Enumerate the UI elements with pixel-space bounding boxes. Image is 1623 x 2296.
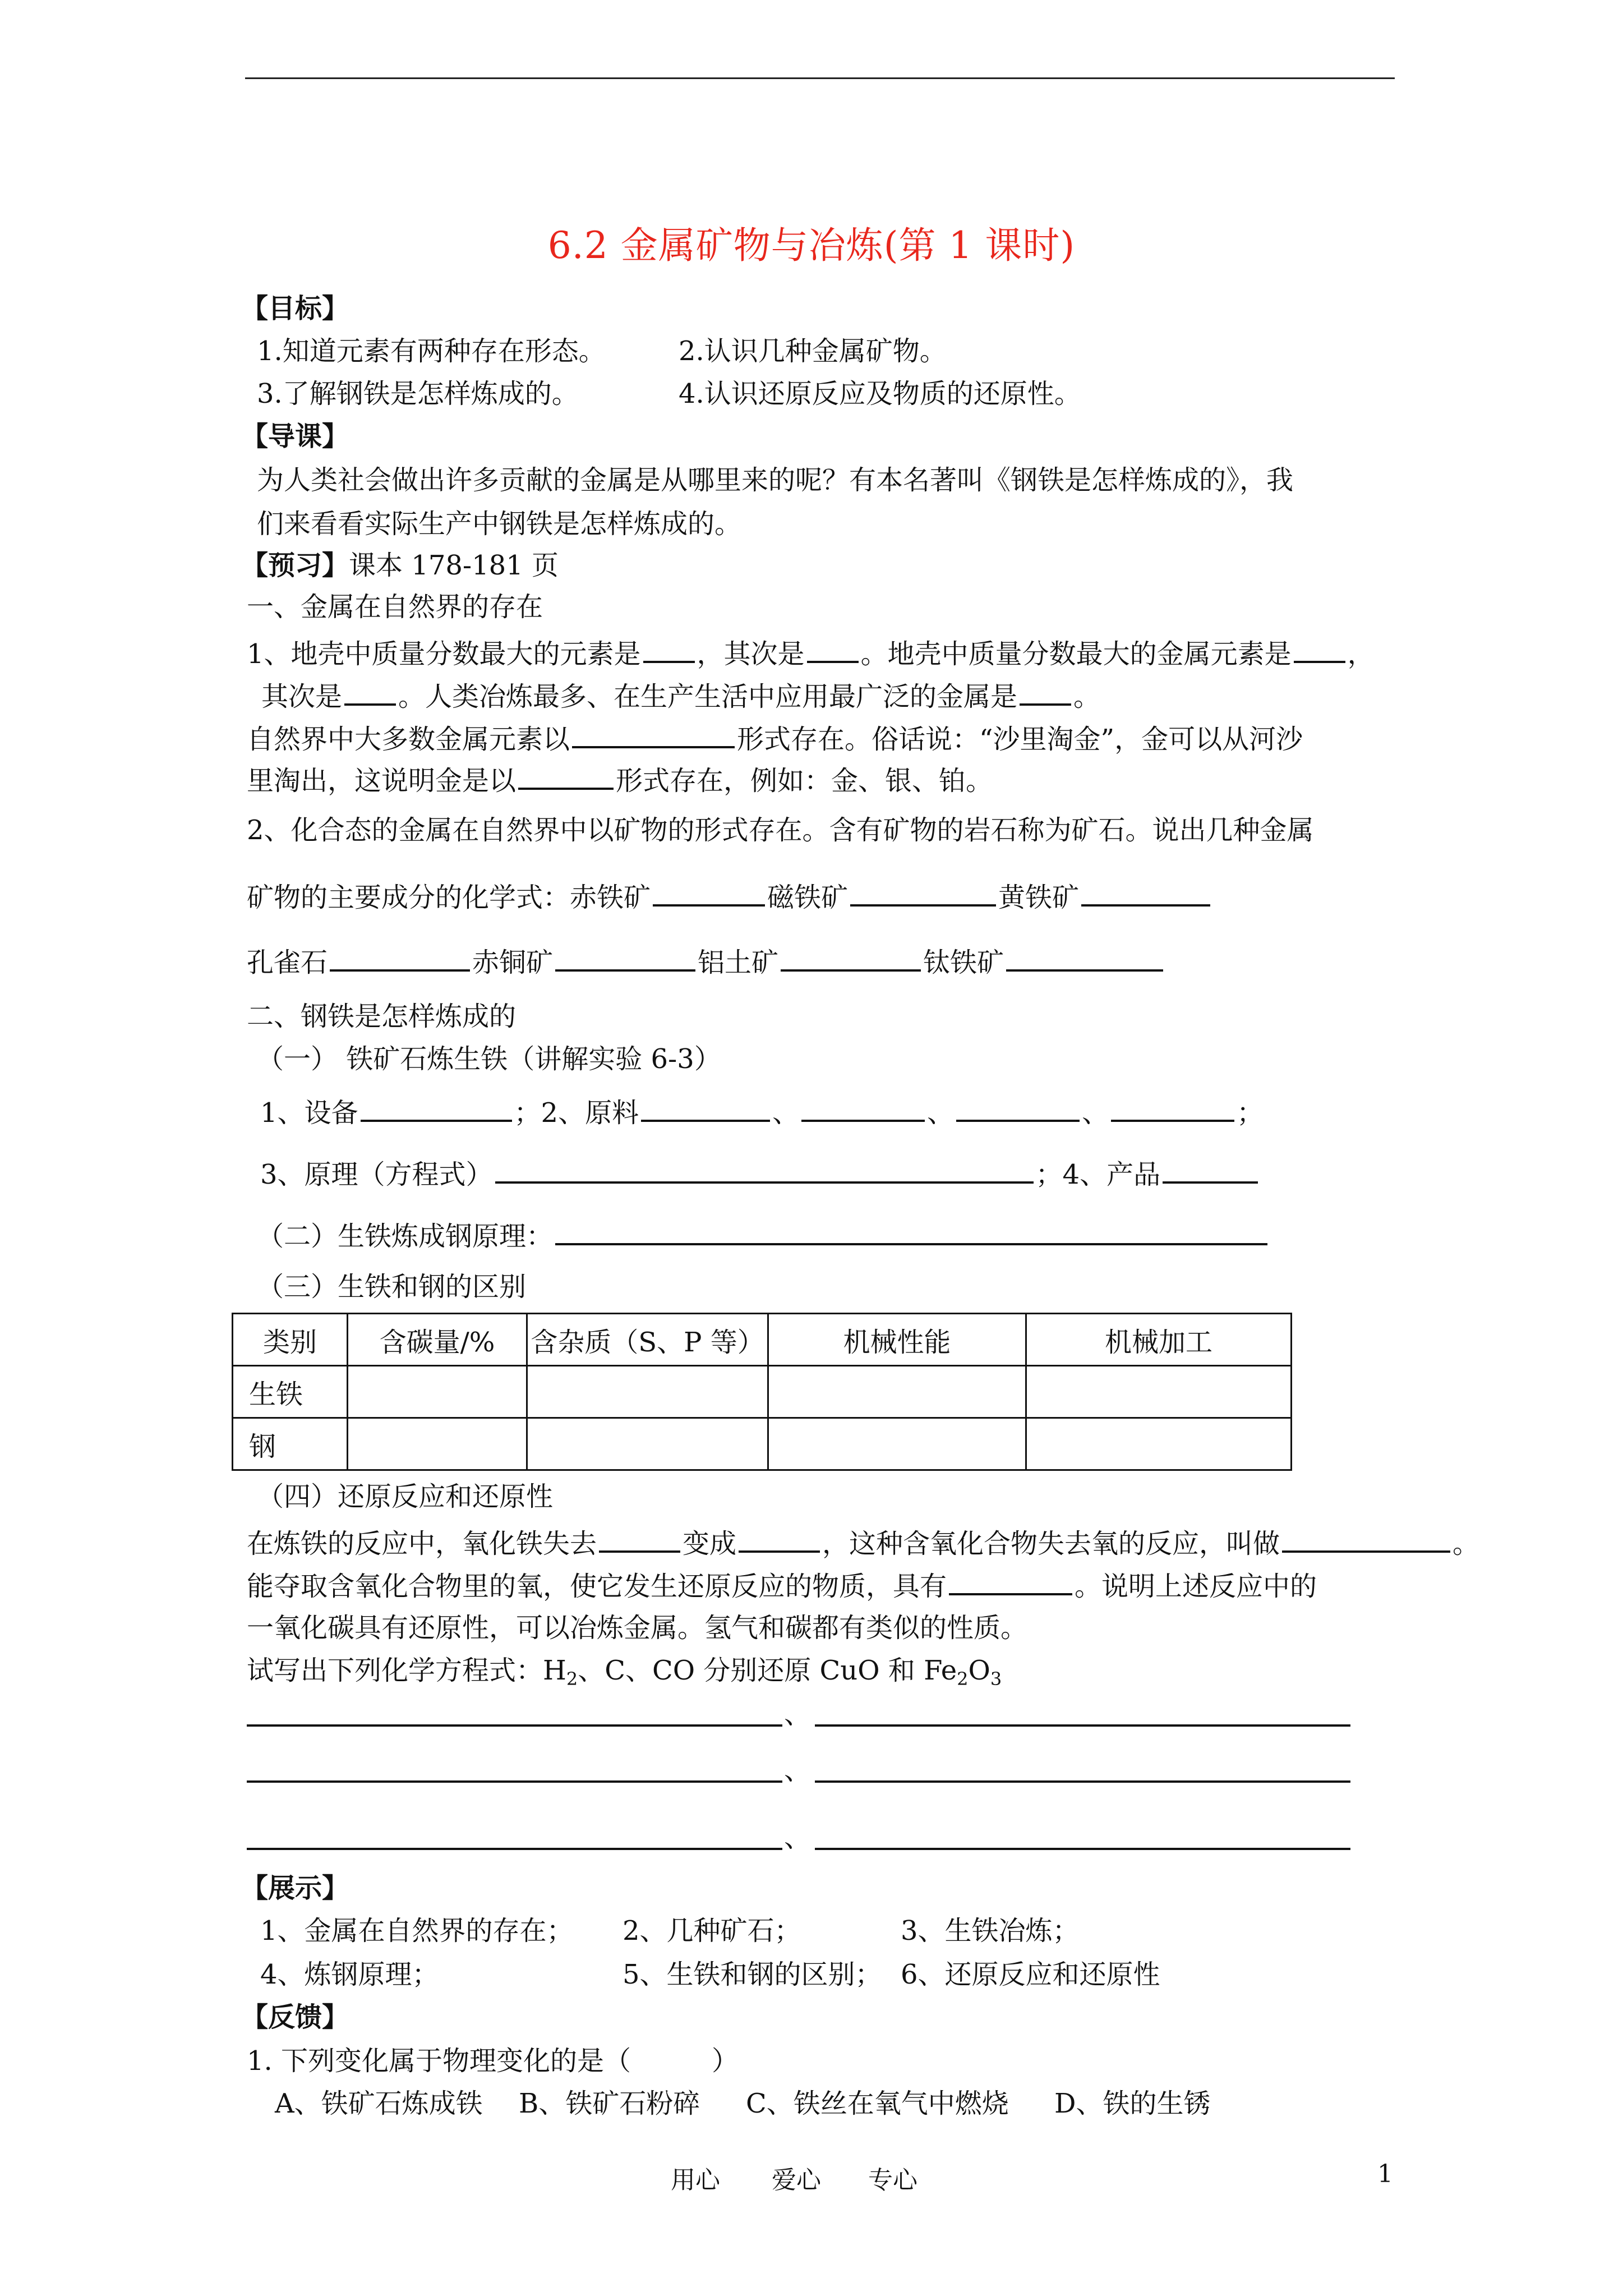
- goal-item-1: 1.知道元素有两种存在形态。: [257, 335, 606, 367]
- blank-pyrite[interactable]: [1081, 877, 1210, 907]
- blank-product[interactable]: [1163, 1154, 1258, 1184]
- table-cell[interactable]: [1026, 1366, 1292, 1418]
- table-row: [233, 1366, 1292, 1418]
- blank-element-form[interactable]: [518, 761, 614, 790]
- show-item-5: 5、生铁和钢的区别；: [623, 1959, 882, 1990]
- q1b-line-2: 里淘出，这说明金是以 形式存在，例如：金、银、铂。: [247, 761, 993, 799]
- table-row: [233, 1418, 1292, 1470]
- q1-line-1: 1、地壳中质量分数最大的元素是 ，其次是 。地壳中质量分数最大的金属元素是 ，: [247, 634, 1375, 672]
- redox-title: （四）还原反应和还原性: [257, 1481, 554, 1512]
- blank-ilmenite[interactable]: [1006, 942, 1163, 972]
- feedback-heading: 【反馈】: [241, 2001, 349, 2033]
- footer-motto-2: 爱心: [772, 2166, 821, 2194]
- q2-line-2: 矿物的主要成分的化学式：赤铁矿 磁铁矿 黄铁矿: [247, 877, 1212, 915]
- blank-compound-form[interactable]: [572, 719, 735, 748]
- steel-line: （二）生铁炼成钢原理：: [257, 1216, 1270, 1254]
- blank-most-metal[interactable]: [1294, 634, 1345, 663]
- table-cell[interactable]: [527, 1418, 768, 1470]
- table-cell[interactable]: [1026, 1418, 1292, 1470]
- preview-pages: 课本 178-181 页: [349, 550, 559, 581]
- feedback-q1: 1. 下列变化属于物理变化的是（ ）: [247, 2045, 739, 2077]
- show-item-3: 3、生铁冶炼；: [901, 1915, 1080, 1947]
- blank-most-used-metal[interactable]: [1020, 677, 1071, 706]
- table-cell[interactable]: [768, 1366, 1026, 1418]
- option-d[interactable]: D、铁的生锈: [1054, 2088, 1211, 2119]
- blank-bauxite[interactable]: [781, 942, 921, 972]
- equation-line-1b[interactable]: [815, 1724, 1350, 1727]
- equation-sep-1: 、: [784, 1699, 811, 1730]
- blank-material-2[interactable]: [801, 1093, 925, 1122]
- table-header-cell: 含杂质（S、P 等）: [527, 1314, 768, 1366]
- part2-title: 二、钢铁是怎样炼成的: [247, 1001, 517, 1032]
- blank-cuprite[interactable]: [555, 942, 695, 972]
- blank-material-1[interactable]: [641, 1093, 770, 1122]
- preview-heading: 【预习】: [241, 550, 349, 581]
- header-rule: [245, 77, 1395, 79]
- blank-reducibility[interactable]: [949, 1566, 1072, 1595]
- goals-heading: 【目标】: [241, 293, 349, 324]
- table-cell[interactable]: [527, 1366, 768, 1418]
- blank-second-metal[interactable]: [344, 677, 396, 706]
- table-cell[interactable]: [348, 1418, 527, 1470]
- redox-line-4: 试写出下列化学方程式：$H_2$、C、CO 分别还原 CuO 和 $Fe_2O_3$: [247, 1655, 1002, 1690]
- equation-sep-2: 、: [784, 1755, 811, 1786]
- show-heading: 【展示】: [241, 1872, 349, 1904]
- row-label-pig-iron: 生铁: [233, 1366, 348, 1418]
- footer-motto-3: 专心: [868, 2166, 917, 2194]
- q2-line-3: 孔雀石 赤铜矿 铝土矿 钛铁矿: [247, 942, 1165, 981]
- blank-most-element[interactable]: [643, 634, 695, 663]
- table-header-cell: 机械性能: [768, 1314, 1026, 1366]
- intro-line-1: 为人类社会做出许多贡献的金属是从哪里来的呢？有本名著叫《钢铁是怎样炼成的》，我: [257, 464, 1294, 496]
- equation-line-3b[interactable]: [815, 1848, 1350, 1850]
- show-item-1: 1、金属在自然界的存在；: [260, 1915, 574, 1947]
- goal-item-4: 4.认识还原反应及物质的还原性。: [679, 378, 1081, 409]
- blank-equation[interactable]: [495, 1154, 1034, 1184]
- footer-motto-1: 用心: [671, 2166, 720, 2194]
- equation-sep-3: 、: [784, 1822, 811, 1853]
- goal-item-3: 3.了解钢铁是怎样炼成的。: [257, 378, 579, 409]
- q1-line-2: 其次是 。人类冶炼最多、在生产生活中应用最广泛的金属是 。: [261, 677, 1100, 715]
- table-header-cell: 含碳量/%: [348, 1314, 527, 1366]
- table-header-cell: 机械加工: [1026, 1314, 1292, 1366]
- q1b-line-1: 自然界中大多数金属元素以 形式存在。俗话说：“沙里淘金”，金可以从河沙: [247, 719, 1303, 757]
- iron-line-2: 3、原理（方程式） ；4、产品: [260, 1154, 1260, 1193]
- iron-line-1: 1、设备 ；2、原料 、 、 、 ；: [260, 1093, 1264, 1131]
- table-cell[interactable]: [768, 1418, 1026, 1470]
- iron-steel-table: [232, 1313, 1292, 1471]
- redox-line-1: 在炼铁的反应中，氧化铁失去 变成 ，这种含氧化合物失去氧的反应，叫做 。: [247, 1524, 1479, 1562]
- table-header-cell: 类别: [233, 1314, 348, 1366]
- option-c[interactable]: C、铁丝在氧气中燃烧: [746, 2088, 1009, 2119]
- blank-second-element[interactable]: [807, 634, 859, 663]
- equation-line-2a[interactable]: [247, 1780, 782, 1783]
- option-a[interactable]: A、铁矿石炼成铁: [275, 2088, 483, 2119]
- show-item-4: 4、炼钢原理；: [260, 1959, 439, 1990]
- blank-loses[interactable]: [599, 1524, 680, 1553]
- blank-magnetite[interactable]: [850, 877, 996, 907]
- option-b[interactable]: B、铁矿石粉碎: [519, 2088, 700, 2119]
- blank-material-3[interactable]: [956, 1093, 1080, 1122]
- iron-title: （一） 铁矿石炼生铁（讲解实验 6-3）: [257, 1043, 721, 1075]
- blank-steel-principle[interactable]: [555, 1216, 1267, 1245]
- blank-becomes[interactable]: [739, 1524, 820, 1553]
- table-cell[interactable]: [348, 1366, 527, 1418]
- blank-hematite[interactable]: [653, 877, 765, 907]
- diff-title: （三）生铁和钢的区别: [257, 1271, 527, 1303]
- row-label-steel: 钢: [233, 1418, 348, 1470]
- blank-reduction-reaction[interactable]: [1282, 1524, 1450, 1553]
- redox-line-2: 能夺取含氧化合物里的氧，使它发生还原反应的物质，具有 。说明上述反应中的: [247, 1566, 1317, 1604]
- q2-line-1: 2、化合态的金属在自然界中以矿物的形式存在。含有矿物的岩石称为矿石。说出几种金属: [247, 815, 1314, 846]
- page-number: 1: [1377, 2160, 1393, 2188]
- equation-line-1a[interactable]: [247, 1724, 782, 1727]
- blank-material-4[interactable]: [1111, 1093, 1234, 1122]
- page-title: 6.2 金属矿物与冶炼(第 1 课时): [547, 224, 1076, 267]
- equation-line-2b[interactable]: [815, 1780, 1350, 1783]
- redox-line-3: 一氧化碳具有还原性，可以冶炼金属。氢气和碳都有类似的性质。: [247, 1612, 1028, 1644]
- blank-malachite[interactable]: [330, 942, 470, 972]
- show-item-2: 2、几种矿石；: [623, 1915, 801, 1947]
- preview-line: [241, 547, 559, 583]
- blank-equipment[interactable]: [361, 1093, 512, 1122]
- goal-item-2: 2.认识几种金属矿物。: [679, 335, 947, 367]
- equation-line-3a[interactable]: [247, 1848, 782, 1850]
- intro-line-2: 们来看看实际生产中钢铁是怎样炼成的。: [257, 508, 742, 540]
- part1-title: 一、金属在自然界的存在: [247, 591, 543, 623]
- intro-heading: 【导课】: [241, 421, 349, 452]
- table-header-row: [233, 1314, 1292, 1366]
- show-item-6: 6、还原反应和还原性: [901, 1959, 1160, 1990]
